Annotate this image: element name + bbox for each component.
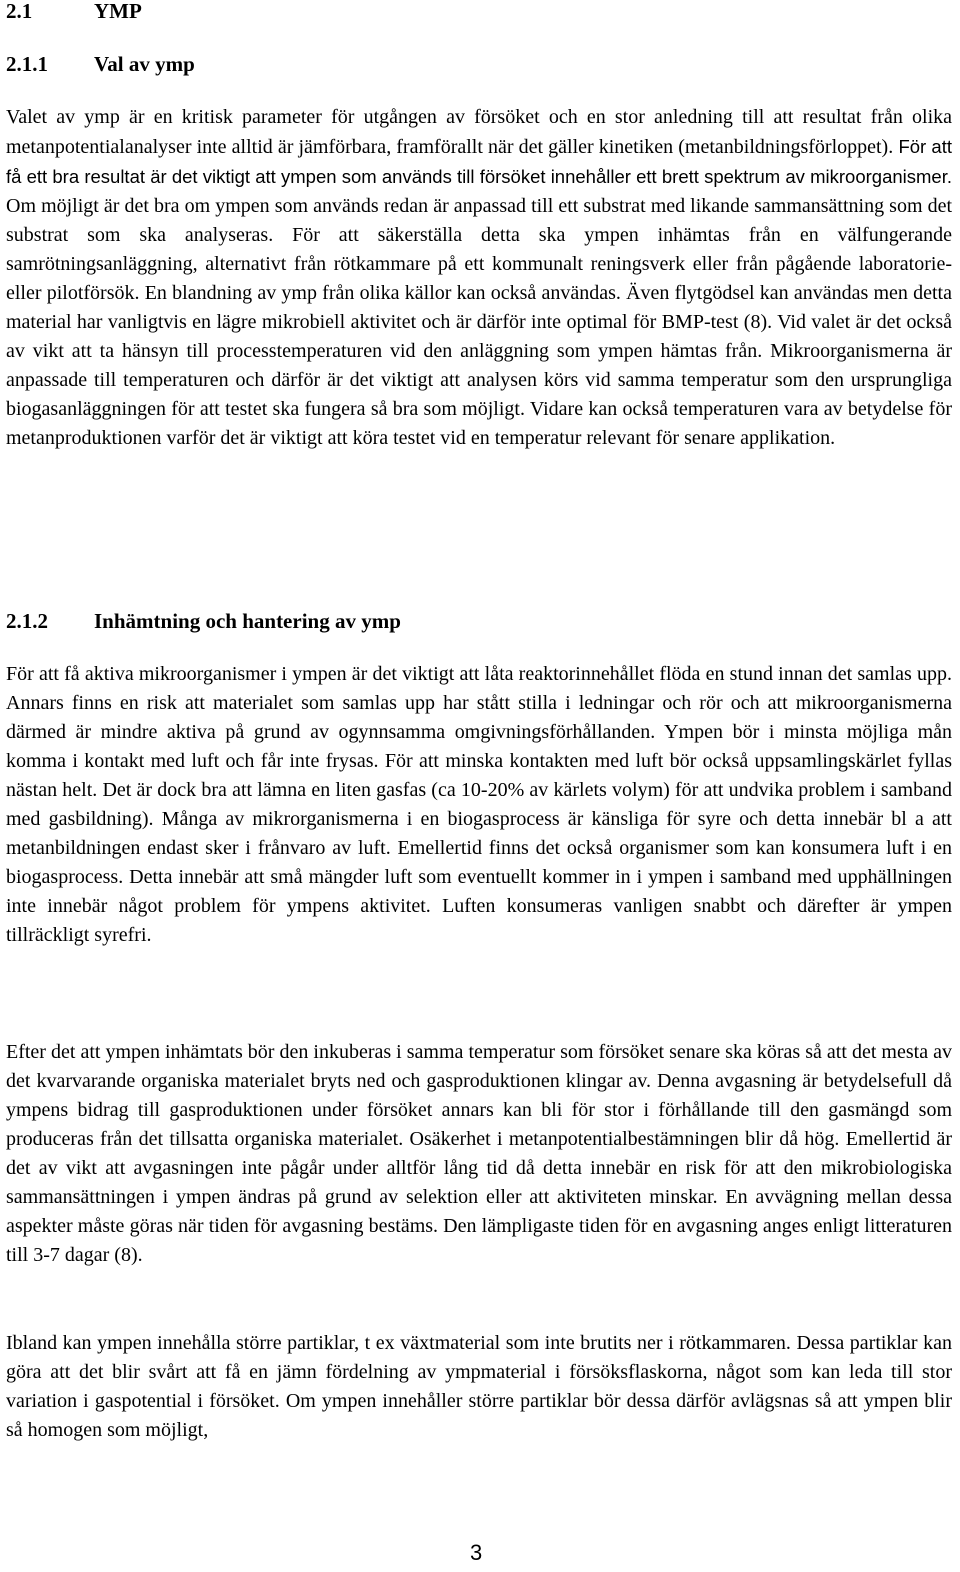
subsection-number-2: 2.1.2 (6, 609, 48, 633)
paragraph-text: Valet av ymp är en kritisk parameter för utgången av försöket och en stor anledning till att resultat från olika metanpotentialanalyser inte alltid är jämförbara, framförallt när det gäller kinetiken (metanbildningsförloppet). (6, 106, 952, 158)
subsection-title-1: Val av ymp (94, 52, 195, 76)
document-page (6, 0, 952, 1572)
paragraph-val-av-ymp (6, 103, 952, 453)
paragraph-text: För att få ett bra resultat är det viktigt att ympen som används till försöket innehåller ett brett spektrum av mikroorganismer. (6, 136, 952, 187)
page-number: 3 (470, 1540, 483, 1565)
subsection-title-2: Inhämtning och hantering av ymp (94, 609, 401, 633)
subsection-number-1: 2.1.1 (6, 52, 48, 76)
section-heading (6, 0, 142, 26)
section-number: 2.1 (6, 0, 33, 23)
paragraph-inhamtning: För att få aktiva mikroorganismer i ympen är det viktigt att låta reaktorinnehållet flöda en stund innan det samlas upp. Annars finns en risk att materialet som samlas upp har stått stilla i ledningar och rör och att mikroorganismerna därmed är mindre aktiva på grund av ogynnsamma omgivningsförhållanden. Ympen bör i minsta möjliga mån komma i kontakt med luft och får inte frysas. För att minska kontakten med luft bör också uppsamlingskärlet fyllas nästan helt. Det är dock bra att lämna en liten gasfas (ca 10-20% av kärlets volym) för att undvika problem i samband med gasbildning). Många av mikrorganismerna i en biogasprocess är känsliga för syre och detta innebär bl a att metanbildningen endast sker i frånvaro av luft. Emellertid finns det också organismer som kan konsumera luft i en biogasprocess. Detta innebär att små mängder luft som eventuellt kommer in i ympen i samband med upphällningen inte innebär något problem för ympens aktivitet. Luften konsumeras vanligen snabbt och därefter är ympen tillräckligt syrefri. (6, 663, 952, 946)
paragraph-avgasning: Efter det att ympen inhämtats bör den inkuberas i samma temperatur som försöket senare ska köras så att det mesta av det kvarvarande organiska materialet bryts ned och gasproduktionen klingar av. Denna avgasning är betydelsefull då ympens bidrag till gasproduktionen under försöket annars kan bli för stor i förhållande till den gasmängd som produceras från det tillsatta organiska materialet. Osäkerhet i metanpotentialbestämningen blir då hög. Emellertid är det av vikt att avgasningen inte pågår under alltför lång tid då detta innebär en risk för att den mikrobiologiska sammansättningen i ympen ändras på grund av selektion eller att aktiviteten minskar. En avvägning mellan dessa aspekter måste göras när tiden för avgasning bestäms. Den lämpligaste tiden för en avgasning anges enligt litteraturen till 3-7 dagar (8). (6, 1041, 952, 1266)
paragraph-text: Om möjligt är det bra om ympen som används redan är anpassad till ett substrat med likande sammansättning som det substrat som ska analyseras. (6, 195, 952, 246)
subsection-heading-2 (6, 607, 401, 636)
subsection-heading-1 (6, 50, 195, 79)
section-title: YMP (94, 0, 142, 23)
paragraph-text: För att säkerställa detta ska ympen inhämtas från en välfungerande samrötningsanläggning, alternativt från rötkammare på ett kommunalt reningsverk eller från pågående laboratorie- eller pilotförsök. En blandning av ymp från olika källor kan också användas. Även flytgödsel kan användas men detta material har vanligtvis en lägre mikrobiell aktivitet och är därför inte optimal för BMP-test (8). Vid valet är det också av vikt att ta hänsyn till processtemperaturen vid den anläggning som ympen hämtas från. Mikroorganismerna är anpassade till temperaturen och därför är det viktigt att analysen körs vid samma temperatur som den ursprungliga biogasanläggningen för att testet ska fungera så bra som möjligt. Vidare kan också temperaturen vara av betydelse för metanproduktionen varför det är viktigt att köra testet vid en temperatur relevant för senare applikation. (6, 224, 952, 449)
paragraph-partiklar: Ibland kan ympen innehålla större partiklar, t ex växtmaterial som inte brutits ner i rötkammaren. Dessa partiklar kan göra att det blir svårt att få en jämn fördelning av ympmaterial i försöksflaskorna, något som kan leda till stor variation i gaspotential i försöket. Om ympen innehåller större partiklar bör dessa därför avlägsnas så att ympen blir så homogen som möjligt, (6, 1332, 952, 1441)
